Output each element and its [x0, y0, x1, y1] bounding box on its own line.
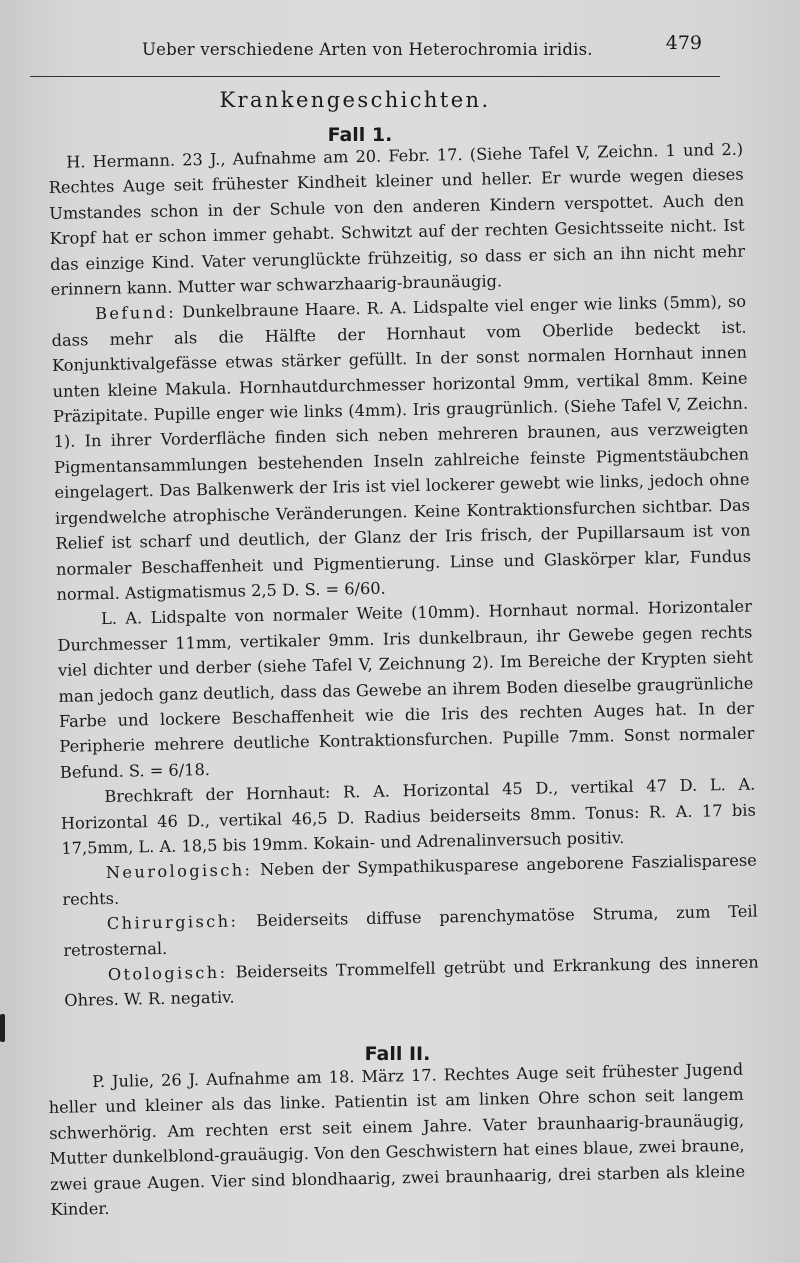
neuro-label: Neurologisch:	[105, 860, 253, 883]
case-2-anamnesis: P. Julie, 26 J. Aufnahme am 18. März 17. Rechtes Auge seit frühester Jugend heller und kleiner als das linke. Patientin ist am linken Ohre schon seit langem schwerhörig. Am rechten erst seit einem Jahre. Vater braunhaarig-braunäugig, Mutter dunkelblond-grauäugig. Von den Geschwistern hat eines blaue, zwei braune, zwei graue Augen. Vier sind blondhaarig, zwei braunhaarig, drei starben als kleine Kinder.	[48, 1059, 746, 1220]
chir-text: Beiderseits diffuse parenchymatöse Struma, zum Teil retrosternal.	[63, 901, 758, 960]
case-2-title: Fall II.	[364, 1043, 431, 1065]
neuro-text: Neben der Sympathikusparese angeborene Faszialisparese rechts.	[62, 850, 757, 909]
case-1-left-eye: L. A. Lidspalte von normaler Weite (10mm). Hornhaut normal. Horizontaler Durchmesser 11mm, vertikaler 9mm. Iris dunkelbraun, ihr Gewebe gegen rechts viel dichter und derber (siehe Tafel V, Zeichnung 2). Im Bereiche der Krypten sieht man jedoch ganz deutlich, dass das Gewebe an ihrem Boden dieselbe graugrünliche Farbe und lockere Beschaffenheit wie die Iris des rechten Auges hat. In der Peripherie mehrere deutliche Kontraktionsfurchen. Pupille 7mm. Sonst normaler Befund. S. = 6/18.	[57, 596, 755, 782]
case-1-anamnesis: H. Hermann. 23 J., Aufnahme am 20. Febr. 17. (Siehe Tafel V, Zeichn. 1 und 2.) Rechtes Auge seit frühester Kindheit kleiner und heller. Er wurde wegen dieses Umstandes schon in der Schule von den anderen Kindern verspottet. Auch den Kropf hat er schon immer gehabt. Schwitzt auf der rechten Gesichtsseite nicht. Ist das einzige Kind. Vater verunglückte frühzeitig, so dass er sich an ihn nicht mehr erinnern kann. Mutter war schwarzhaarig-braunäugig.	[48, 139, 746, 300]
oto-text: Beiderseits Trommelfell getrübt und Erkrankung des inneren Ohres. W. R. negativ.	[64, 952, 759, 1011]
case-2-body	[48, 1057, 746, 1223]
case-1-befund-paragraph	[51, 289, 752, 607]
page-number: 479	[665, 32, 702, 54]
case-1-title: Fall 1.	[327, 124, 393, 146]
befund-label: Befund:	[94, 303, 177, 324]
case-1-body	[48, 137, 759, 1014]
section-title: Krankengeschichten.	[219, 88, 491, 112]
oto-label: Otologisch:	[107, 962, 228, 985]
chir-label: Chirurgisch:	[106, 911, 239, 934]
case-1-refraction: Brechkraft der Hornhaut: R. A. Horizontal 45 D., vertikal 47 D. L. A. Horizontal 46 D., vertikal 46,5 D. Radius beiderseits 8mm. Tonus: R. A. 17 bis 17,5mm, L. A. 18,5 bis 19mm. Kokain- und Adrenalinversuch positiv.	[60, 774, 756, 858]
running-title: Ueber verschiedene Arten von Heterochromia iridis.	[142, 40, 593, 59]
page-header	[30, 30, 720, 77]
binding-edge-mark	[0, 1014, 5, 1042]
befund-text: Dunkelbraune Haare. R. A. Lidspalte viel enger wie links (5mm), so dass mehr als die Hälfte der Hornhaut vom Oberlide bedeckt ist. Konjunktivalgefässe etwas stärker gefüllt. In der sonst normalen Hornhaut innen unten kleine Makula. Hornhautdurchmesser horizontal 9mm, vertikal 8mm. Keine Präzipitate. Pupille enger wie links (4mm). Iris graugrünlich. (Siehe Tafel V, Zeichn. 1). In ihrer Vorderfläche finden sich neben mehreren braunen, aus verzweigten Pigmentansammlungen bestehenden Inseln zahlreiche feinste Pigmentstäubchen eingelagert. Das Balkenwerk der Iris ist viel lockerer gewebt wie links, jedoch ohne irgendwelche atrophische Veränderungen. Keine Kontraktionsfurchen sichtbar. Das Relief ist scharf und deutlich, der Glanz der Iris frisch, der Pupillarsaum ist von normaler Beschaffenheit und Pigmentierung. Linse und Glaskörper klar, Fundus normal. Astigmatismus 2,5 D. S. = 6/60.	[51, 292, 752, 604]
